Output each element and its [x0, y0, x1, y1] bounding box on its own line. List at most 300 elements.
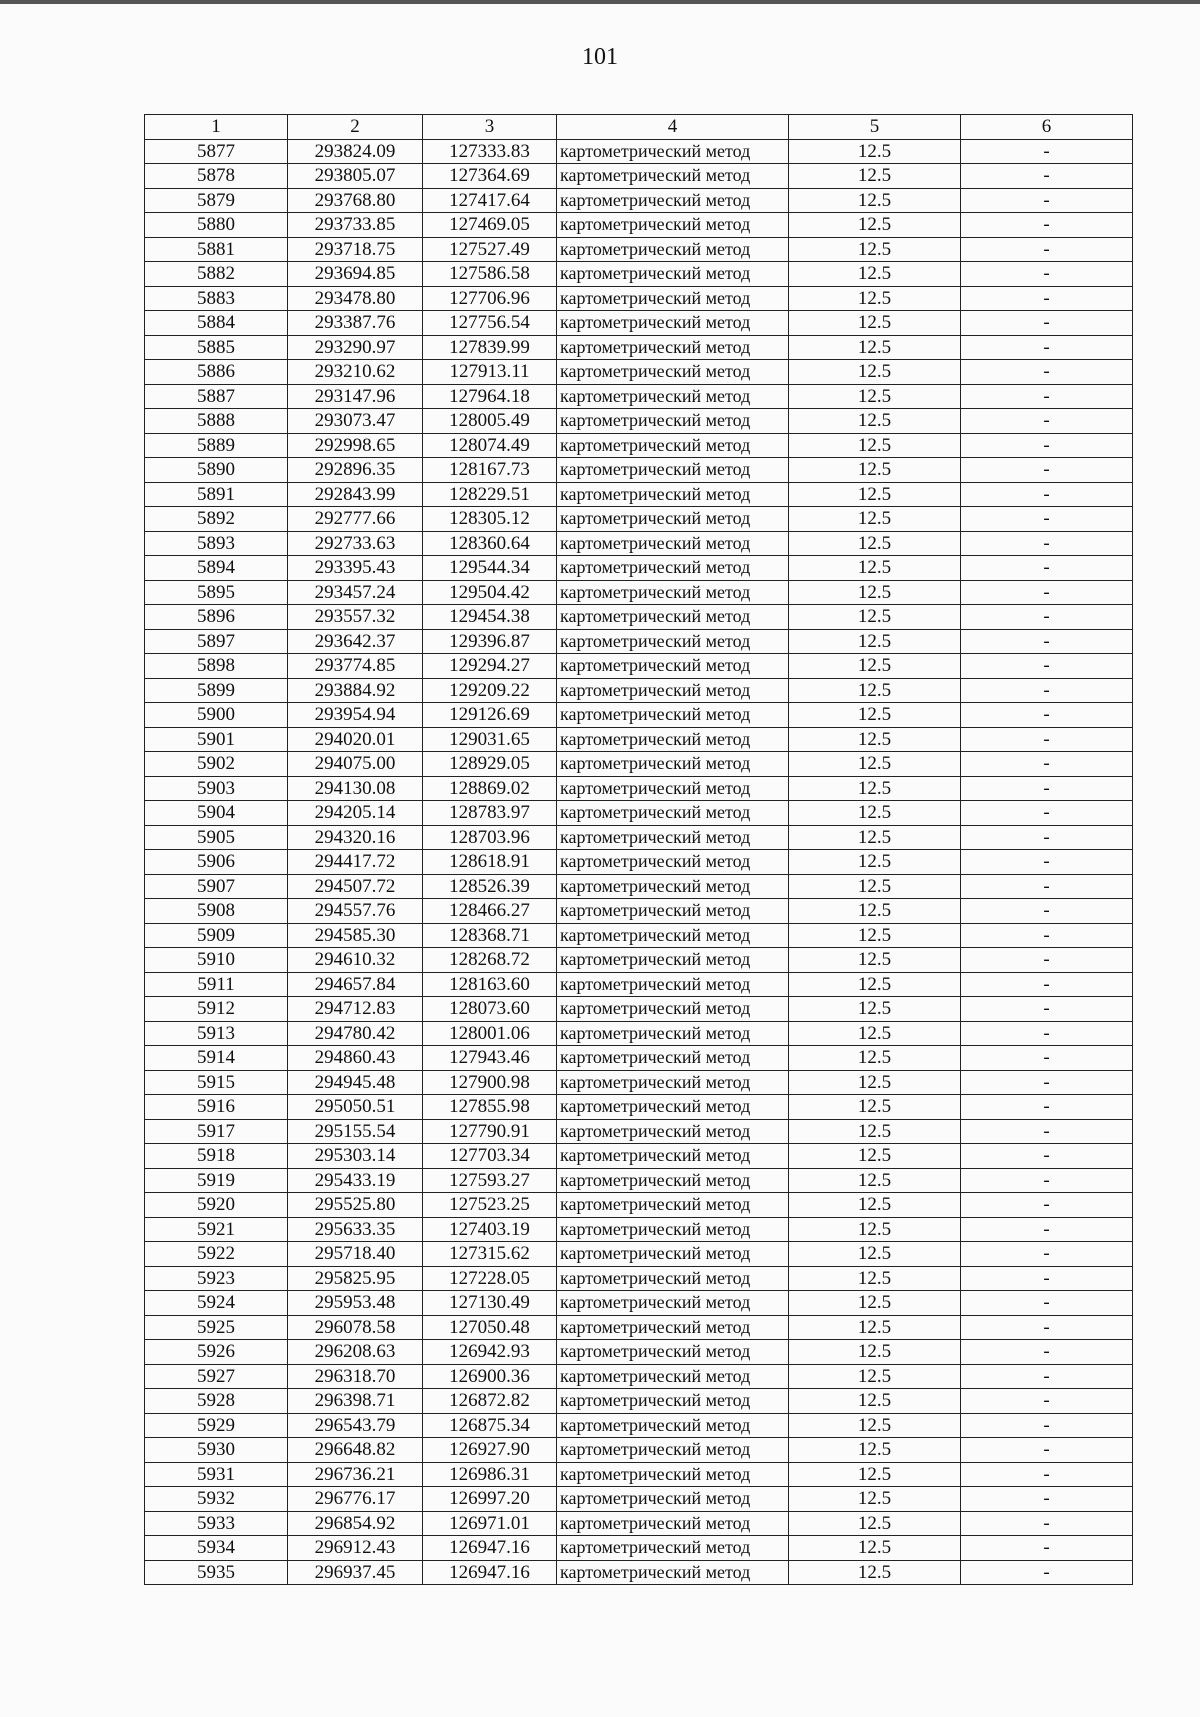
y-coordinate-cell: 126947.16 [423, 1560, 557, 1585]
table-row [145, 360, 1133, 385]
y-coordinate-cell: 127527.49 [423, 237, 557, 262]
method-cell: картометрический метод [557, 482, 789, 507]
precision-cell: 12.5 [789, 703, 961, 728]
note-cell: - [961, 1462, 1133, 1487]
table-row [145, 1487, 1133, 1512]
precision-cell: 12.5 [789, 556, 961, 581]
precision-cell: 12.5 [789, 948, 961, 973]
y-coordinate-cell: 128368.71 [423, 923, 557, 948]
point-number-cell: 5913 [145, 1021, 288, 1046]
method-cell: картометрический метод [557, 1364, 789, 1389]
note-cell: - [961, 899, 1133, 924]
precision-cell: 12.5 [789, 1046, 961, 1071]
method-cell: картометрический метод [557, 262, 789, 287]
precision-cell: 12.5 [789, 850, 961, 875]
x-coordinate-cell: 294130.08 [288, 776, 423, 801]
note-cell: - [961, 1413, 1133, 1438]
x-coordinate-cell: 296854.92 [288, 1511, 423, 1536]
x-coordinate-cell: 293147.96 [288, 384, 423, 409]
note-cell: - [961, 139, 1133, 164]
point-number-cell: 5879 [145, 188, 288, 213]
precision-cell: 12.5 [789, 1487, 961, 1512]
note-cell: - [961, 1266, 1133, 1291]
method-cell: картометрический метод [557, 1021, 789, 1046]
y-coordinate-cell: 128163.60 [423, 972, 557, 997]
table-row [145, 1168, 1133, 1193]
note-cell: - [961, 629, 1133, 654]
method-cell: картометрический метод [557, 507, 789, 532]
x-coordinate-cell: 295633.35 [288, 1217, 423, 1242]
point-number-cell: 5930 [145, 1438, 288, 1463]
point-number-cell: 5887 [145, 384, 288, 409]
table-row [145, 948, 1133, 973]
table-row [145, 629, 1133, 654]
table-row [145, 1021, 1133, 1046]
y-coordinate-cell: 128929.05 [423, 752, 557, 777]
method-cell: картометрический метод [557, 1291, 789, 1316]
x-coordinate-cell: 292733.63 [288, 531, 423, 556]
method-cell: картометрический метод [557, 1487, 789, 1512]
method-cell: картометрический метод [557, 1438, 789, 1463]
note-cell: - [961, 188, 1133, 213]
header-col-2: 2 [288, 115, 423, 140]
point-number-cell: 5892 [145, 507, 288, 532]
x-coordinate-cell: 296208.63 [288, 1340, 423, 1365]
point-number-cell: 5877 [145, 139, 288, 164]
precision-cell: 12.5 [789, 1193, 961, 1218]
table-row [145, 237, 1133, 262]
y-coordinate-cell: 126971.01 [423, 1511, 557, 1536]
y-coordinate-cell: 126927.90 [423, 1438, 557, 1463]
method-cell: картометрический метод [557, 629, 789, 654]
x-coordinate-cell: 292896.35 [288, 458, 423, 483]
method-cell: картометрический метод [557, 1266, 789, 1291]
header-col-1: 1 [145, 115, 288, 140]
note-cell: - [961, 678, 1133, 703]
method-cell: картометрический метод [557, 1511, 789, 1536]
precision-cell: 12.5 [789, 311, 961, 336]
point-number-cell: 5918 [145, 1144, 288, 1169]
point-number-cell: 5909 [145, 923, 288, 948]
x-coordinate-cell: 296318.70 [288, 1364, 423, 1389]
note-cell: - [961, 801, 1133, 826]
y-coordinate-cell: 127523.25 [423, 1193, 557, 1218]
precision-cell: 12.5 [789, 629, 961, 654]
point-number-cell: 5935 [145, 1560, 288, 1585]
x-coordinate-cell: 293290.97 [288, 335, 423, 360]
precision-cell: 12.5 [789, 1242, 961, 1267]
y-coordinate-cell: 128073.60 [423, 997, 557, 1022]
precision-cell: 12.5 [789, 188, 961, 213]
y-coordinate-cell: 127403.19 [423, 1217, 557, 1242]
table-row [145, 286, 1133, 311]
x-coordinate-cell: 295525.80 [288, 1193, 423, 1218]
x-coordinate-cell: 293457.24 [288, 580, 423, 605]
y-coordinate-cell: 126997.20 [423, 1487, 557, 1512]
y-coordinate-cell: 127964.18 [423, 384, 557, 409]
x-coordinate-cell: 292843.99 [288, 482, 423, 507]
method-cell: картометрический метод [557, 139, 789, 164]
method-cell: картометрический метод [557, 458, 789, 483]
note-cell: - [961, 1193, 1133, 1218]
point-number-cell: 5916 [145, 1095, 288, 1120]
method-cell: картометрический метод [557, 1340, 789, 1365]
point-number-cell: 5921 [145, 1217, 288, 1242]
method-cell: картометрический метод [557, 972, 789, 997]
y-coordinate-cell: 128229.51 [423, 482, 557, 507]
y-coordinate-cell: 126875.34 [423, 1413, 557, 1438]
point-number-cell: 5927 [145, 1364, 288, 1389]
point-number-cell: 5903 [145, 776, 288, 801]
point-number-cell: 5891 [145, 482, 288, 507]
note-cell: - [961, 458, 1133, 483]
x-coordinate-cell: 293824.09 [288, 139, 423, 164]
method-cell: картометрический метод [557, 678, 789, 703]
table-row [145, 335, 1133, 360]
x-coordinate-cell: 295050.51 [288, 1095, 423, 1120]
precision-cell: 12.5 [789, 678, 961, 703]
method-cell: картометрический метод [557, 1217, 789, 1242]
y-coordinate-cell: 126986.31 [423, 1462, 557, 1487]
precision-cell: 12.5 [789, 1511, 961, 1536]
precision-cell: 12.5 [789, 164, 961, 189]
table-row [145, 825, 1133, 850]
point-number-cell: 5878 [145, 164, 288, 189]
point-number-cell: 5904 [145, 801, 288, 826]
point-number-cell: 5900 [145, 703, 288, 728]
x-coordinate-cell: 294712.83 [288, 997, 423, 1022]
method-cell: картометрический метод [557, 531, 789, 556]
precision-cell: 12.5 [789, 433, 961, 458]
point-number-cell: 5924 [145, 1291, 288, 1316]
y-coordinate-cell: 127593.27 [423, 1168, 557, 1193]
table-row [145, 703, 1133, 728]
point-number-cell: 5915 [145, 1070, 288, 1095]
table-row [145, 1095, 1133, 1120]
note-cell: - [961, 752, 1133, 777]
table-row [145, 188, 1133, 213]
precision-cell: 12.5 [789, 1266, 961, 1291]
y-coordinate-cell: 127469.05 [423, 213, 557, 238]
point-number-cell: 5929 [145, 1413, 288, 1438]
y-coordinate-cell: 128360.64 [423, 531, 557, 556]
note-cell: - [961, 1242, 1133, 1267]
point-number-cell: 5885 [145, 335, 288, 360]
point-number-cell: 5928 [145, 1389, 288, 1414]
header-col-3: 3 [423, 115, 557, 140]
note-cell: - [961, 409, 1133, 434]
y-coordinate-cell: 127050.48 [423, 1315, 557, 1340]
precision-cell: 12.5 [789, 409, 961, 434]
note-cell: - [961, 727, 1133, 752]
point-number-cell: 5911 [145, 972, 288, 997]
scan-top-edge [0, 0, 1200, 4]
note-cell: - [961, 1487, 1133, 1512]
table-row [145, 1242, 1133, 1267]
point-number-cell: 5895 [145, 580, 288, 605]
y-coordinate-cell: 127364.69 [423, 164, 557, 189]
precision-cell: 12.5 [789, 899, 961, 924]
y-coordinate-cell: 129504.42 [423, 580, 557, 605]
precision-cell: 12.5 [789, 531, 961, 556]
y-coordinate-cell: 127706.96 [423, 286, 557, 311]
method-cell: картометрический метод [557, 703, 789, 728]
table-row [145, 1119, 1133, 1144]
table-row [145, 433, 1133, 458]
table-row [145, 1536, 1133, 1561]
x-coordinate-cell: 296398.71 [288, 1389, 423, 1414]
precision-cell: 12.5 [789, 1536, 961, 1561]
method-cell: картометрический метод [557, 311, 789, 336]
precision-cell: 12.5 [789, 507, 961, 532]
method-cell: картометрический метод [557, 237, 789, 262]
y-coordinate-cell: 128526.39 [423, 874, 557, 899]
table-row [145, 556, 1133, 581]
table-row [145, 1364, 1133, 1389]
point-number-cell: 5901 [145, 727, 288, 752]
y-coordinate-cell: 128005.49 [423, 409, 557, 434]
point-number-cell: 5884 [145, 311, 288, 336]
table-row [145, 850, 1133, 875]
point-number-cell: 5883 [145, 286, 288, 311]
y-coordinate-cell: 128305.12 [423, 507, 557, 532]
point-number-cell: 5886 [145, 360, 288, 385]
note-cell: - [961, 923, 1133, 948]
note-cell: - [961, 384, 1133, 409]
y-coordinate-cell: 127790.91 [423, 1119, 557, 1144]
precision-cell: 12.5 [789, 1413, 961, 1438]
y-coordinate-cell: 126942.93 [423, 1340, 557, 1365]
x-coordinate-cell: 293733.85 [288, 213, 423, 238]
precision-cell: 12.5 [789, 1462, 961, 1487]
x-coordinate-cell: 293884.92 [288, 678, 423, 703]
table-row [145, 1266, 1133, 1291]
point-number-cell: 5931 [145, 1462, 288, 1487]
table-row [145, 654, 1133, 679]
x-coordinate-cell: 296648.82 [288, 1438, 423, 1463]
y-coordinate-cell: 128618.91 [423, 850, 557, 875]
table-row [145, 262, 1133, 287]
note-cell: - [961, 776, 1133, 801]
table-row [145, 899, 1133, 924]
x-coordinate-cell: 293642.37 [288, 629, 423, 654]
method-cell: картометрический метод [557, 1462, 789, 1487]
note-cell: - [961, 262, 1133, 287]
method-cell: картометрический метод [557, 335, 789, 360]
point-number-cell: 5906 [145, 850, 288, 875]
point-number-cell: 5898 [145, 654, 288, 679]
y-coordinate-cell: 129126.69 [423, 703, 557, 728]
page-number: 101 [582, 44, 618, 70]
method-cell: картометрический метод [557, 1536, 789, 1561]
method-cell: картометрический метод [557, 286, 789, 311]
point-number-cell: 5881 [145, 237, 288, 262]
table-row [145, 1046, 1133, 1071]
x-coordinate-cell: 294417.72 [288, 850, 423, 875]
y-coordinate-cell: 128001.06 [423, 1021, 557, 1046]
method-cell: картометрический метод [557, 556, 789, 581]
note-cell: - [961, 1340, 1133, 1365]
table-row [145, 801, 1133, 826]
y-coordinate-cell: 128466.27 [423, 899, 557, 924]
x-coordinate-cell: 295953.48 [288, 1291, 423, 1316]
note-cell: - [961, 164, 1133, 189]
x-coordinate-cell: 293395.43 [288, 556, 423, 581]
table-row [145, 580, 1133, 605]
note-cell: - [961, 605, 1133, 630]
method-cell: картометрический метод [557, 605, 789, 630]
x-coordinate-cell: 296078.58 [288, 1315, 423, 1340]
point-number-cell: 5907 [145, 874, 288, 899]
point-number-cell: 5922 [145, 1242, 288, 1267]
note-cell: - [961, 556, 1133, 581]
note-cell: - [961, 1119, 1133, 1144]
precision-cell: 12.5 [789, 752, 961, 777]
table-row [145, 605, 1133, 630]
precision-cell: 12.5 [789, 874, 961, 899]
precision-cell: 12.5 [789, 1095, 961, 1120]
point-number-cell: 5910 [145, 948, 288, 973]
note-cell: - [961, 1070, 1133, 1095]
point-number-cell: 5925 [145, 1315, 288, 1340]
point-number-cell: 5919 [145, 1168, 288, 1193]
table-row [145, 1389, 1133, 1414]
method-cell: картометрический метод [557, 1242, 789, 1267]
method-cell: картометрический метод [557, 1413, 789, 1438]
x-coordinate-cell: 293768.80 [288, 188, 423, 213]
y-coordinate-cell: 127703.34 [423, 1144, 557, 1169]
note-cell: - [961, 580, 1133, 605]
header-col-5: 5 [789, 115, 961, 140]
method-cell: картометрический метод [557, 164, 789, 189]
note-cell: - [961, 1364, 1133, 1389]
precision-cell: 12.5 [789, 825, 961, 850]
x-coordinate-cell: 294205.14 [288, 801, 423, 826]
precision-cell: 12.5 [789, 1364, 961, 1389]
table-row [145, 1560, 1133, 1585]
table-row [145, 874, 1133, 899]
point-number-cell: 5888 [145, 409, 288, 434]
y-coordinate-cell: 129209.22 [423, 678, 557, 703]
x-coordinate-cell: 294507.72 [288, 874, 423, 899]
precision-cell: 12.5 [789, 1340, 961, 1365]
table-row [145, 139, 1133, 164]
note-cell: - [961, 1168, 1133, 1193]
x-coordinate-cell: 294780.42 [288, 1021, 423, 1046]
point-number-cell: 5934 [145, 1536, 288, 1561]
precision-cell: 12.5 [789, 801, 961, 826]
note-cell: - [961, 654, 1133, 679]
method-cell: картометрический метод [557, 1095, 789, 1120]
table-row [145, 1462, 1133, 1487]
note-cell: - [961, 1144, 1133, 1169]
table-row [145, 311, 1133, 336]
method-cell: картометрический метод [557, 1193, 789, 1218]
y-coordinate-cell: 128074.49 [423, 433, 557, 458]
method-cell: картометрический метод [557, 1389, 789, 1414]
table-row [145, 482, 1133, 507]
point-number-cell: 5920 [145, 1193, 288, 1218]
precision-cell: 12.5 [789, 262, 961, 287]
y-coordinate-cell: 127315.62 [423, 1242, 557, 1267]
precision-cell: 12.5 [789, 360, 961, 385]
method-cell: картометрический метод [557, 923, 789, 948]
precision-cell: 12.5 [789, 1438, 961, 1463]
precision-cell: 12.5 [789, 213, 961, 238]
table-row [145, 164, 1133, 189]
point-number-cell: 5899 [145, 678, 288, 703]
precision-cell: 12.5 [789, 237, 961, 262]
method-cell: картометрический метод [557, 1168, 789, 1193]
table-row [145, 409, 1133, 434]
table-row [145, 997, 1133, 1022]
precision-cell: 12.5 [789, 997, 961, 1022]
note-cell: - [961, 874, 1133, 899]
point-number-cell: 5914 [145, 1046, 288, 1071]
x-coordinate-cell: 294557.76 [288, 899, 423, 924]
table-row [145, 1438, 1133, 1463]
point-number-cell: 5882 [145, 262, 288, 287]
table-body [145, 139, 1133, 1585]
note-cell: - [961, 1536, 1133, 1561]
point-number-cell: 5932 [145, 1487, 288, 1512]
precision-cell: 12.5 [789, 972, 961, 997]
x-coordinate-cell: 294075.00 [288, 752, 423, 777]
method-cell: картометрический метод [557, 360, 789, 385]
method-cell: картометрический метод [557, 654, 789, 679]
note-cell: - [961, 1046, 1133, 1071]
precision-cell: 12.5 [789, 335, 961, 360]
point-number-cell: 5933 [145, 1511, 288, 1536]
precision-cell: 12.5 [789, 384, 961, 409]
y-coordinate-cell: 127130.49 [423, 1291, 557, 1316]
method-cell: картометрический метод [557, 997, 789, 1022]
y-coordinate-cell: 129544.34 [423, 556, 557, 581]
point-number-cell: 5894 [145, 556, 288, 581]
x-coordinate-cell: 296776.17 [288, 1487, 423, 1512]
table-row [145, 1217, 1133, 1242]
y-coordinate-cell: 129294.27 [423, 654, 557, 679]
y-coordinate-cell: 126947.16 [423, 1536, 557, 1561]
precision-cell: 12.5 [789, 580, 961, 605]
x-coordinate-cell: 292998.65 [288, 433, 423, 458]
y-coordinate-cell: 129454.38 [423, 605, 557, 630]
note-cell: - [961, 531, 1133, 556]
y-coordinate-cell: 128703.96 [423, 825, 557, 850]
x-coordinate-cell: 293694.85 [288, 262, 423, 287]
method-cell: картометрический метод [557, 752, 789, 777]
y-coordinate-cell: 128167.73 [423, 458, 557, 483]
table-row [145, 1340, 1133, 1365]
point-number-cell: 5923 [145, 1266, 288, 1291]
x-coordinate-cell: 294610.32 [288, 948, 423, 973]
table-row [145, 1291, 1133, 1316]
x-coordinate-cell: 295433.19 [288, 1168, 423, 1193]
point-number-cell: 5893 [145, 531, 288, 556]
precision-cell: 12.5 [789, 1021, 961, 1046]
y-coordinate-cell: 126872.82 [423, 1389, 557, 1414]
precision-cell: 12.5 [789, 923, 961, 948]
method-cell: картометрический метод [557, 1144, 789, 1169]
table-row [145, 1144, 1133, 1169]
method-cell: картометрический метод [557, 1119, 789, 1144]
precision-cell: 12.5 [789, 139, 961, 164]
y-coordinate-cell: 128783.97 [423, 801, 557, 826]
x-coordinate-cell: 294945.48 [288, 1070, 423, 1095]
y-coordinate-cell: 127913.11 [423, 360, 557, 385]
note-cell: - [961, 1095, 1133, 1120]
method-cell: картометрический метод [557, 874, 789, 899]
